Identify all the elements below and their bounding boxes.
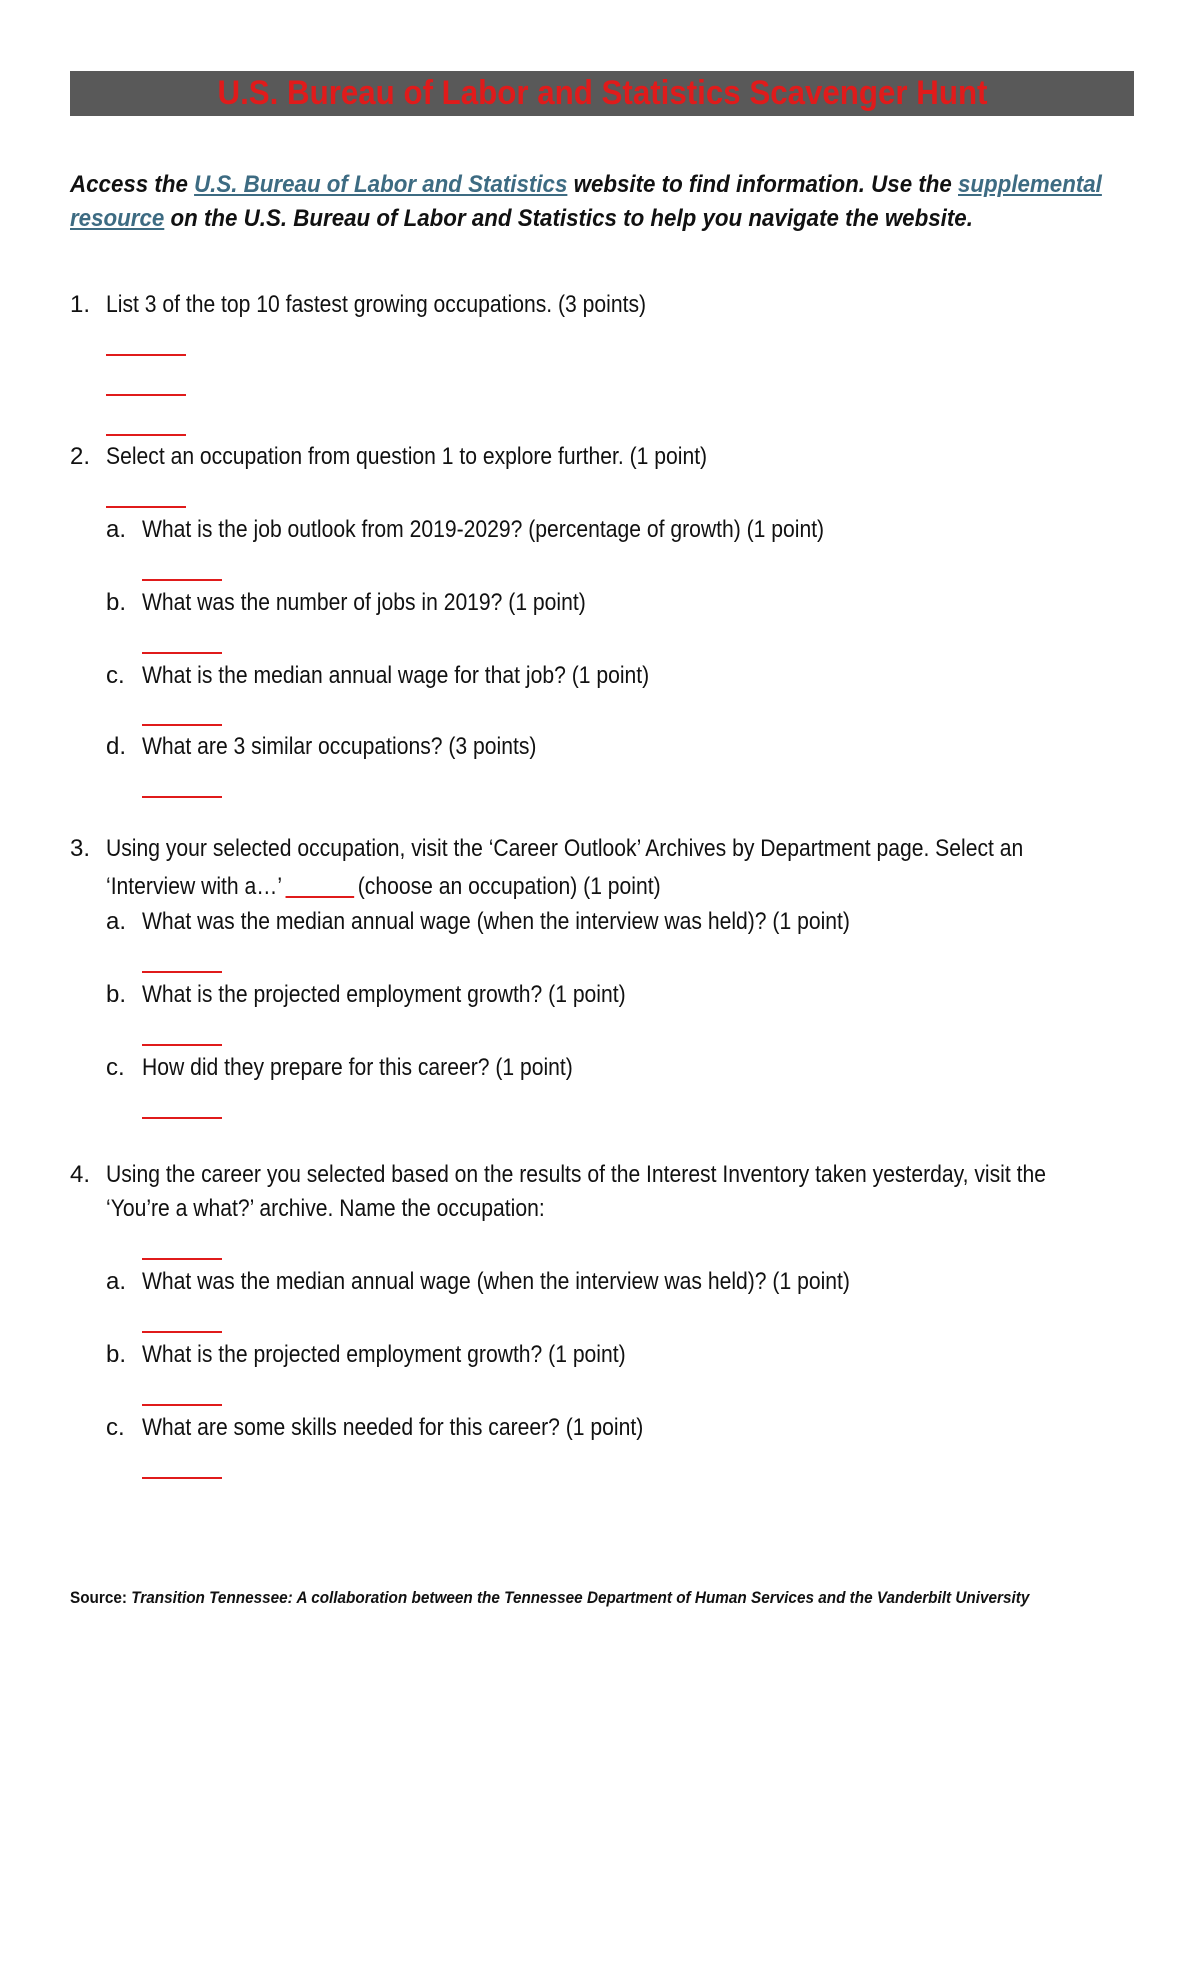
intro-paragraph [70, 168, 1140, 236]
sub-letter: b. [106, 981, 127, 1008]
answer-blank[interactable] [106, 506, 186, 508]
source-label: Source: [70, 1588, 132, 1607]
sub-question-text: What are 3 similar occupations? (3 points) [142, 733, 537, 760]
answer-blank[interactable] [142, 724, 222, 726]
answer-blank[interactable] [142, 796, 222, 798]
sub-question-text: What was the median annual wage (when the interview was held)? (1 point) [142, 1268, 850, 1295]
sub-letter: c. [106, 1414, 125, 1441]
answer-blank[interactable] [142, 579, 222, 581]
question-text: Select an occupation from question 1 to explore further. (1 point) [106, 443, 708, 470]
answer-blank[interactable] [142, 1331, 222, 1333]
sub-letter: b. [106, 1341, 127, 1368]
answer-blank[interactable] [142, 971, 222, 973]
source-text: Transition Tennessee: A collaboration between the Tennessee Department of Human Services and the Vanderbilt University [131, 1588, 1030, 1607]
sub-question-text: What is the projected employment growth? (1 point) [142, 981, 626, 1008]
question-text-line-1: Using the career you selected based on the results of the Interest Inventory taken yesterday, visit the [106, 1161, 1046, 1188]
occupation-blank[interactable] [286, 896, 355, 898]
answer-blank[interactable] [142, 652, 222, 654]
sub-question-text: How did they prepare for this career? (1 point) [142, 1054, 573, 1081]
bls-website-link[interactable]: U.S. Bureau of Labor and Statistics [194, 171, 568, 198]
question-text: List 3 of the top 10 fastest growing occupations. (3 points) [106, 291, 647, 318]
answer-blank[interactable] [142, 1477, 222, 1479]
question-text-part: ‘Interview with a…’ [106, 873, 283, 900]
question-text-line-1: Using your selected occupation, visit the ‘Career Outlook’ Archives by Department page. Select an [106, 835, 1024, 862]
title-banner [70, 71, 1134, 116]
sub-question-text: What is the projected employment growth? (1 point) [142, 1341, 626, 1368]
sub-question-text: What is the median annual wage for that job? (1 point) [142, 662, 650, 689]
question-number: 1. [70, 291, 91, 318]
supplemental-resource-link[interactable]: supplemental resource [70, 171, 1102, 232]
question-number: 4. [70, 1161, 91, 1188]
intro-text-2: website to find information. Use the [567, 171, 959, 198]
answer-blank[interactable] [142, 1404, 222, 1406]
sub-question-text: What was the median annual wage (when the interview was held)? (1 point) [142, 908, 850, 935]
answer-blank[interactable] [142, 1044, 222, 1046]
sub-letter: a. [106, 908, 127, 935]
answer-blank[interactable] [106, 354, 186, 356]
question-text-line-2: ‘You’re a what?’ archive. Name the occupation: [106, 1195, 545, 1222]
sub-letter: a. [106, 1268, 127, 1295]
question-text-part: (choose an occupation) (1 point) [357, 873, 661, 900]
intro-text-1: Access the [70, 171, 195, 198]
sub-letter: c. [106, 1054, 125, 1081]
answer-blank[interactable] [106, 394, 186, 396]
question-number: 2. [70, 443, 91, 470]
answer-blank[interactable] [142, 1117, 222, 1119]
answer-blank[interactable] [106, 434, 186, 436]
sub-question-text: What are some skills needed for this career? (1 point) [142, 1414, 644, 1441]
page-title: U.S. Bureau of Labor and Statistics Scavenger Hunt [216, 74, 987, 112]
question-number: 3. [70, 835, 91, 862]
intro-text-3: on the U.S. Bureau of Labor and Statistics to help you navigate the website. [164, 205, 973, 232]
sub-letter: b. [106, 589, 127, 616]
answer-blank[interactable] [142, 1258, 222, 1260]
sub-question-text: What was the number of jobs in 2019? (1 point) [142, 589, 586, 616]
sub-question-text: What is the job outlook from 2019-2029? (percentage of growth) (1 point) [142, 516, 825, 543]
source-citation [70, 1588, 1136, 1608]
sub-letter: c. [106, 662, 125, 689]
sub-letter: a. [106, 516, 127, 543]
sub-letter: d. [106, 733, 127, 760]
